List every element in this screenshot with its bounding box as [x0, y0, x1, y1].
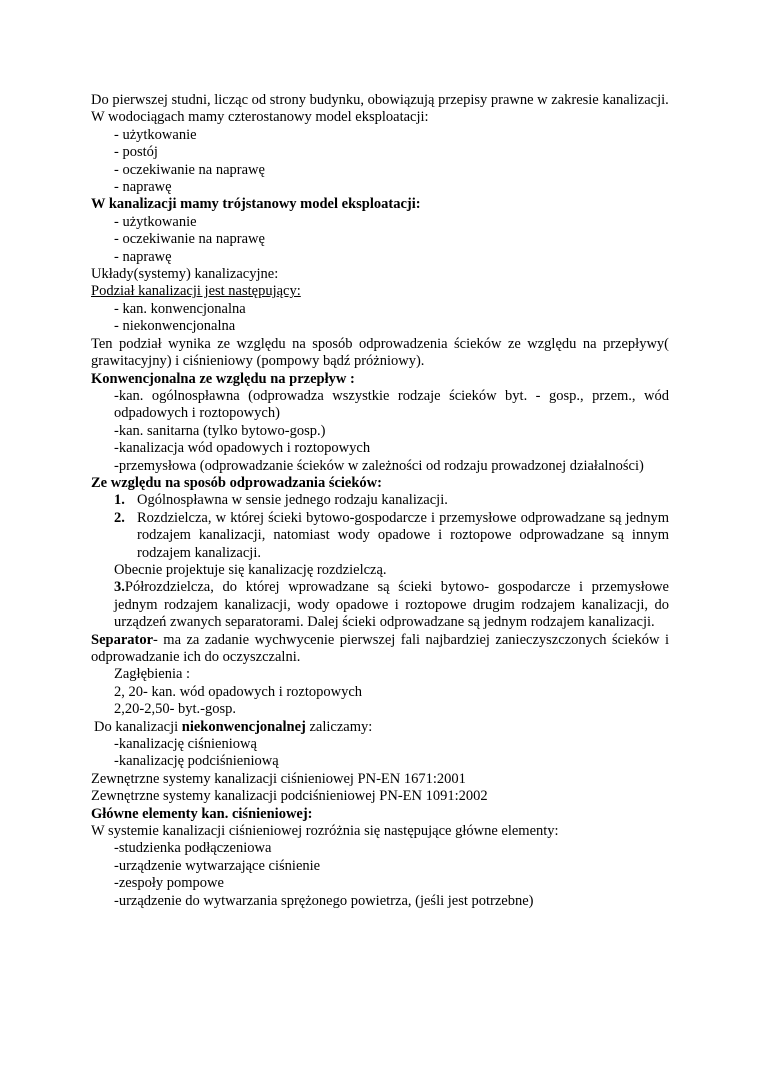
separator-text: - ma za zadanie wychwycenie pierwszej fali najbardziej zanieczyszczonych ścieków i odprowadzanie ich do oczyszczalni.	[91, 631, 669, 665]
conventional-heading: Konwencjonalna ze względu na przepływ :	[91, 370, 355, 387]
systems-heading: Układy(systemy) kanalizacyjne:	[91, 266, 279, 283]
standard-pressure: Zewnętrzne systemy kanalizacji ciśnieniowej PN-EN 1671:2001	[91, 770, 466, 787]
list-item: - niekonwencjonalna	[114, 318, 236, 335]
list-item: - postój	[114, 144, 158, 161]
item-number: 3.	[114, 579, 125, 596]
item-text: Rozdzielcza, w której ścieki bytowo-gospodarcze i przemysłowe odprowadzane są jednym rodzajem kanalizacji, natomiast wody opadowe i roztopowe odprowadzane są innym rodzajem kanalizacji.	[137, 509, 669, 561]
list-item: - użytkowanie	[114, 126, 197, 143]
drainage-heading: Ze względu na sposób odprowadzania ścieków:	[91, 474, 382, 491]
item-text: Półrozdzielcza, do której wprowadzane są ścieki bytowo- gospodarcze i przemysłowe jednym rodzajem kanalizacji, wody opadowe i roztopowe drugim rodzajem kanalizacji, do urządzeń zwanych separatorami. Dalej ścieki odprowadzane są jednym rodzajem kanalizacji.	[114, 579, 669, 631]
list-item: -kanalizację podciśnieniową	[114, 753, 279, 770]
division-explanation: Ten podział wynika ze względu na sposób odprowadzenia ścieków ze względu na przepływy( grawitacyjny) i ciśnieniowy (pompowy bądź próżniowy).	[91, 335, 669, 370]
list-item: 2,20-2,50- byt.-gosp.	[114, 701, 237, 718]
list-item: - oczekiwanie na naprawę	[114, 161, 265, 178]
document-page	[91, 92, 669, 910]
separator-term: Separator	[91, 631, 154, 648]
depth-heading: Zagłębienia :	[114, 666, 191, 683]
list-item: - kan. konwencjonalna	[114, 300, 246, 317]
unconventional-term: niekonwencjonalnej	[181, 718, 306, 735]
list-item: -urządzenie do wytwarzania sprężonego powietrza, (jeśli jest potrzebne)	[114, 892, 534, 909]
item-number: 2.	[114, 509, 125, 526]
item-text: Ogólnospławna w sensie jednego rodzaju kanalizacji.	[137, 492, 448, 509]
list-item: - oczekiwanie na naprawę	[114, 231, 265, 248]
standard-vacuum: Zewnętrzne systemy kanalizacji podciśnieniowej PN-EN 1091:2002	[91, 788, 488, 805]
water-model-heading: W wodociągach mamy czterostanowy model eksploatacji:	[91, 109, 429, 126]
numbered-item	[91, 492, 669, 509]
current-design-note: Obecnie projektuje się kanalizację rozdzielczą.	[114, 561, 387, 578]
main-elements-heading: Główne elementy kan. ciśnieniowej:	[91, 805, 313, 822]
list-item: -zespoły pompowe	[114, 875, 224, 892]
list-item: -kan. ogólnospławna (odprowadza wszystkie rodzaje ścieków byt. - gosp., przem., wód odpadowych i roztopowych)	[114, 387, 669, 422]
list-item: - naprawę	[114, 248, 172, 265]
list-item: -studzienka podłączeniowa	[114, 840, 272, 857]
list-item: -urządzenie wytwarzające ciśnienie	[114, 857, 321, 874]
list-item: -kanalizacja wód opadowych i roztopowych	[114, 440, 371, 457]
main-elements-intro: W systemie kanalizacji ciśnieniowej rozróżnia się następujące główne elementy:	[91, 823, 559, 840]
list-item: - naprawę	[114, 179, 172, 196]
sewer-model-heading: W kanalizacji mamy trójstanowy model eksploatacji:	[91, 196, 421, 213]
list-item: -kan. sanitarna (tylko bytowo-gosp.)	[114, 422, 326, 439]
list-item: -przemysłowa (odprowadzanie ścieków w zależności od rodzaju prowadzonej działalności)	[114, 457, 644, 474]
half-separate-paragraph	[91, 579, 669, 631]
list-item: 2, 20- kan. wód opadowych i roztopowych	[114, 683, 363, 700]
item-number: 1.	[114, 492, 125, 509]
division-heading: Podział kanalizacji jest następujący:	[91, 283, 301, 300]
unconventional-heading: Do kanalizacji niekonwencjonalnej zaliczamy:	[94, 718, 373, 735]
list-item: -kanalizację ciśnieniową	[114, 736, 257, 753]
separator-paragraph	[91, 632, 669, 667]
list-item: - użytkowanie	[114, 213, 197, 230]
intro-paragraph: Do pierwszej studni, licząc od strony budynku, obowiązują przepisy prawne w zakresie kanalizacji.	[91, 92, 669, 108]
numbered-item	[91, 510, 669, 562]
